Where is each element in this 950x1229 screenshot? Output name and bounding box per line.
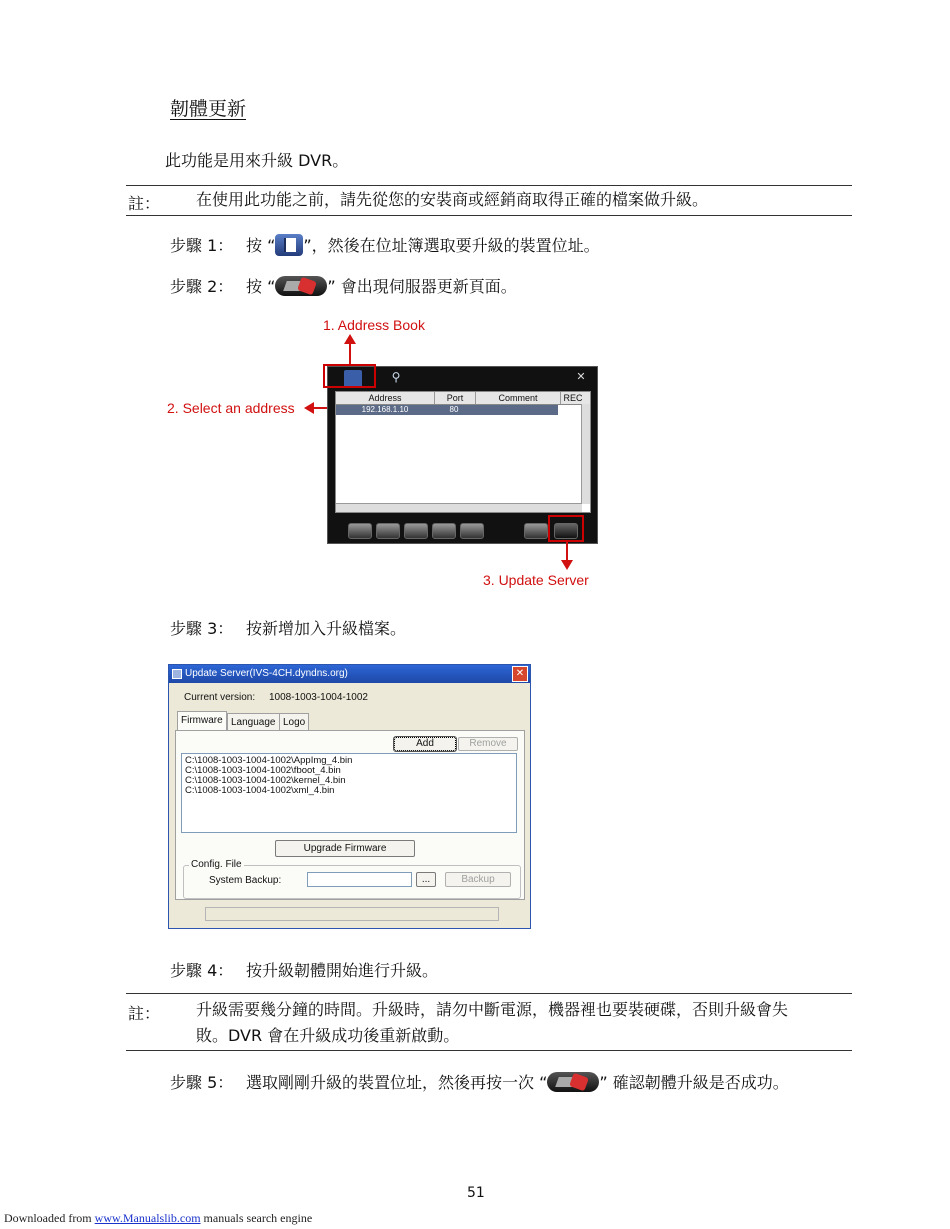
step-5: 步驟 5： 選取剛剛升級的裝置位址，然後再按一次 “ ” 確認韌體升級是否成功。 [170, 1070, 789, 1094]
tab-firmware[interactable]: Firmware [177, 711, 227, 732]
column-address[interactable]: Address [336, 392, 435, 404]
row-port: 80 [449, 405, 459, 414]
system-backup-label: System Backup: [209, 875, 282, 886]
delete-device-icon[interactable] [460, 523, 484, 539]
address-list-header [336, 392, 590, 405]
note-text-line-1: 升級需要幾分鐘的時間。升級時，請勿中斷電源，機器裡也要裝硬碟，否則升級會失 [196, 1000, 789, 1019]
vertical-scrollbar[interactable] [581, 404, 590, 504]
edit-device-icon[interactable] [376, 523, 400, 539]
close-icon[interactable]: ✕ [512, 666, 528, 682]
browse-button[interactable]: ... [416, 872, 436, 887]
close-icon[interactable]: ✕ [576, 370, 586, 383]
add-device-icon[interactable] [348, 523, 372, 539]
highlight-box [548, 515, 584, 542]
column-comment[interactable]: Comment [476, 392, 561, 404]
upgrade-firmware-button[interactable]: Upgrade Firmware [275, 840, 415, 857]
row-address: 192.168.1.10 [361, 405, 409, 414]
divider [126, 215, 852, 216]
row-comment [474, 405, 558, 415]
backup-button[interactable]: Backup [445, 872, 511, 887]
config-file-label: Config. File [191, 859, 242, 870]
current-version-value: 1008-1003-1004-1002 [269, 692, 368, 703]
list-item[interactable]: C:\1008-1003-1004-1002\xml_4.bin [185, 785, 335, 796]
row-rec-checkbox[interactable] [558, 405, 582, 415]
update-server-icon [275, 276, 327, 296]
tab-language[interactable]: Language [227, 713, 280, 731]
step-label: 步驟 3： [170, 619, 234, 638]
add-button[interactable]: Add [394, 737, 456, 751]
step-label: 步驟 2： [170, 277, 234, 296]
annotation-update-server: 3. Update Server [483, 572, 589, 588]
note-text: 在使用此功能之前，請先從您的安裝商或經銷商取得正確的檔案做升級。 [196, 190, 709, 209]
import-icon[interactable] [404, 523, 428, 539]
highlight-box [323, 364, 376, 388]
note-text-line-2: 敗。DVR 會在升級成功後重新啟動。 [196, 1026, 460, 1045]
step-3: 步驟 3： 按新增加入升級檔案。 [170, 616, 406, 639]
system-backup-input[interactable] [307, 872, 412, 887]
search-tab-icon[interactable]: ⚲ [391, 370, 401, 384]
divider [126, 1050, 852, 1051]
address-list [335, 391, 591, 513]
table-row[interactable] [336, 405, 590, 415]
list-item[interactable]: C:\1008-1003-1004-1002\kernel_4.bin [185, 775, 346, 786]
step-4: 步驟 4： 按升級韌體開始進行升級。 [170, 958, 438, 981]
section-title: 韌體更新 [170, 98, 247, 120]
step-label: 步驟 4： [170, 961, 234, 980]
current-version-label: Current version: [184, 692, 256, 703]
step-2: 步驟 2： 按 “ ” 會出現伺服器更新頁面。 [170, 274, 517, 298]
note-label: 註： [128, 194, 161, 213]
dialog-title: Update Server(IVS-4CH.dyndns.org) [185, 668, 348, 679]
update-server-dialog [168, 664, 531, 929]
annotation-address-book: 1. Address Book [323, 317, 425, 333]
note-label: 註： [128, 1004, 161, 1023]
column-rec[interactable]: REC [563, 393, 583, 403]
update-server-icon [547, 1072, 599, 1092]
tab-logo[interactable]: Logo [279, 713, 309, 731]
arrow-down-icon [559, 542, 575, 570]
intro-text: 此功能是用來升級 DVR。 [165, 151, 349, 170]
address-book-icon [275, 234, 303, 256]
dialog-titlebar [169, 665, 530, 683]
app-icon [172, 669, 182, 679]
file-list[interactable] [181, 753, 517, 833]
progress-bar [205, 907, 499, 921]
arrow-up-icon [340, 334, 360, 368]
remove-button[interactable]: Remove [458, 737, 518, 751]
step-1: 步驟 1： 按 “ ”，然後在位址簿選取要升級的裝置位址。 [170, 233, 600, 258]
manualslib-link[interactable]: www.Manualslib.com [94, 1211, 201, 1225]
horizontal-scrollbar[interactable] [336, 503, 582, 512]
footer: Downloaded from www.Manualslib.com manuals search engine [4, 1211, 313, 1225]
page-number: 51 [467, 1185, 485, 1201]
step-label: 步驟 1： [170, 236, 234, 255]
column-port[interactable]: Port [435, 392, 476, 404]
connect-icon[interactable] [524, 523, 548, 539]
export-icon[interactable] [432, 523, 456, 539]
annotation-select-address: 2. Select an address [167, 400, 295, 416]
list-item[interactable]: C:\1008-1003-1004-1002\fboot_4.bin [185, 765, 341, 776]
step-label: 步驟 5： [170, 1073, 234, 1092]
list-item[interactable]: C:\1008-1003-1004-1002\AppImg_4.bin [185, 755, 353, 766]
